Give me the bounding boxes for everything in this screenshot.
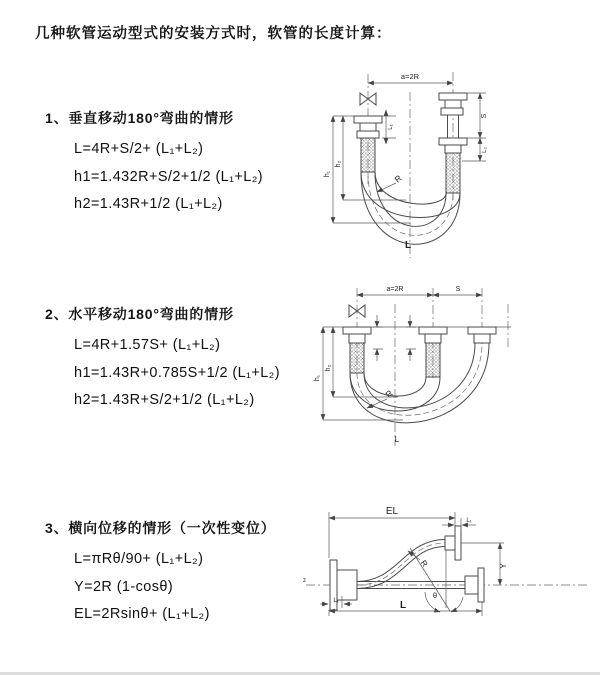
left-hose-fitting [354, 116, 382, 172]
section-horizontal-movement [45, 304, 280, 420]
section-vertical-movement [45, 108, 263, 224]
dim-h2-label: h₂ [325, 364, 332, 372]
formula-h2: h2=1.43R+1/2 (L₁+L₂) [74, 196, 223, 212]
braided-hose-section [361, 138, 375, 172]
dim-a2r-label: a=2R [400, 72, 420, 81]
right-hose-fitting [439, 93, 467, 193]
formula-h2: h2=1.43R+S/2+1/2 (L₁+L₂) [74, 392, 255, 408]
dimension-l [329, 600, 482, 616]
dim-el-label: EL [385, 506, 399, 517]
dimension-a2r [357, 286, 433, 295]
dimension-s [433, 286, 482, 295]
section-3-heading: 3、横向位移的情形（一次性变位） [45, 520, 276, 536]
formula-el: EL=2Rsinθ+ (L₁+L₂) [74, 606, 210, 622]
dim-l1-left-label: L₁ [333, 598, 339, 604]
angle-theta-label: θ [432, 591, 438, 600]
section-1-heading: 1、垂直移动180°弯曲的情形 [45, 110, 234, 126]
dimension-a2r [368, 72, 453, 83]
dim-s-label: S [481, 113, 488, 119]
formula-length: L=πRθ/90+ (L₁+L₂) [74, 551, 204, 567]
section-lateral-displacement [45, 518, 276, 634]
section-2-heading: 2、水平移动180°弯曲的情形 [45, 306, 234, 322]
dim-a2r-label: a=2R [386, 286, 404, 293]
diagram-lateral-displacement [298, 498, 600, 658]
dim-y-label: Y [499, 563, 508, 569]
diagram-horizontal-180-bend [303, 278, 600, 473]
braided-hose-section [350, 343, 364, 373]
formula-length: L=4R+S/2+ (L₁+L₂) [74, 141, 204, 157]
radius-construction [408, 548, 450, 611]
radius-label: R [383, 387, 395, 400]
dim-l-label: L [399, 600, 407, 611]
centerline-mark: z [303, 578, 306, 584]
braided-hose-section [426, 343, 440, 377]
hose-u-bend [361, 172, 460, 244]
diagram-vertical-180-bend [310, 66, 600, 271]
dim-l1-label: L₁ [388, 124, 394, 130]
upper-flange [445, 526, 461, 560]
formula-h1: h1=1.43R+0.785S+1/2 (L₁+L₂) [74, 364, 280, 381]
page-title: 几种软管运动型式的安装方式时，软管的长度计算： [35, 26, 392, 42]
dimension-el [329, 506, 455, 558]
middle-hose-fitting [419, 327, 447, 377]
left-hose-fitting [343, 327, 371, 373]
dimension-l1 [382, 110, 396, 144]
formula-length: L=4R+1.57S+ (L₁+L₂) [74, 337, 221, 353]
dim-l2-label: L₂ [482, 147, 488, 153]
right-hose-fitting [468, 327, 496, 343]
dim-s-label: S [455, 286, 461, 293]
dim-h2-label: h₂ [335, 160, 342, 168]
radius-label: R [392, 172, 404, 185]
radius-label: R [418, 558, 430, 569]
dim-h1-label: h₁ [324, 170, 331, 178]
dim-l-label: L [404, 240, 412, 251]
dim-l1-top-label: L₁ [466, 518, 472, 524]
formula-y: Y=2R (1-cosθ) [74, 578, 174, 595]
dim-l-label: L [394, 434, 400, 444]
dim-h1-label: h₁ [314, 374, 321, 382]
hose-u-bends [350, 343, 489, 423]
fitting-length-marks [373, 315, 416, 361]
braided-hose-section [446, 153, 460, 193]
dimension-s [467, 93, 488, 138]
formula-h1: h1=1.432R+S/2+1/2 (L₁+L₂) [74, 168, 264, 185]
